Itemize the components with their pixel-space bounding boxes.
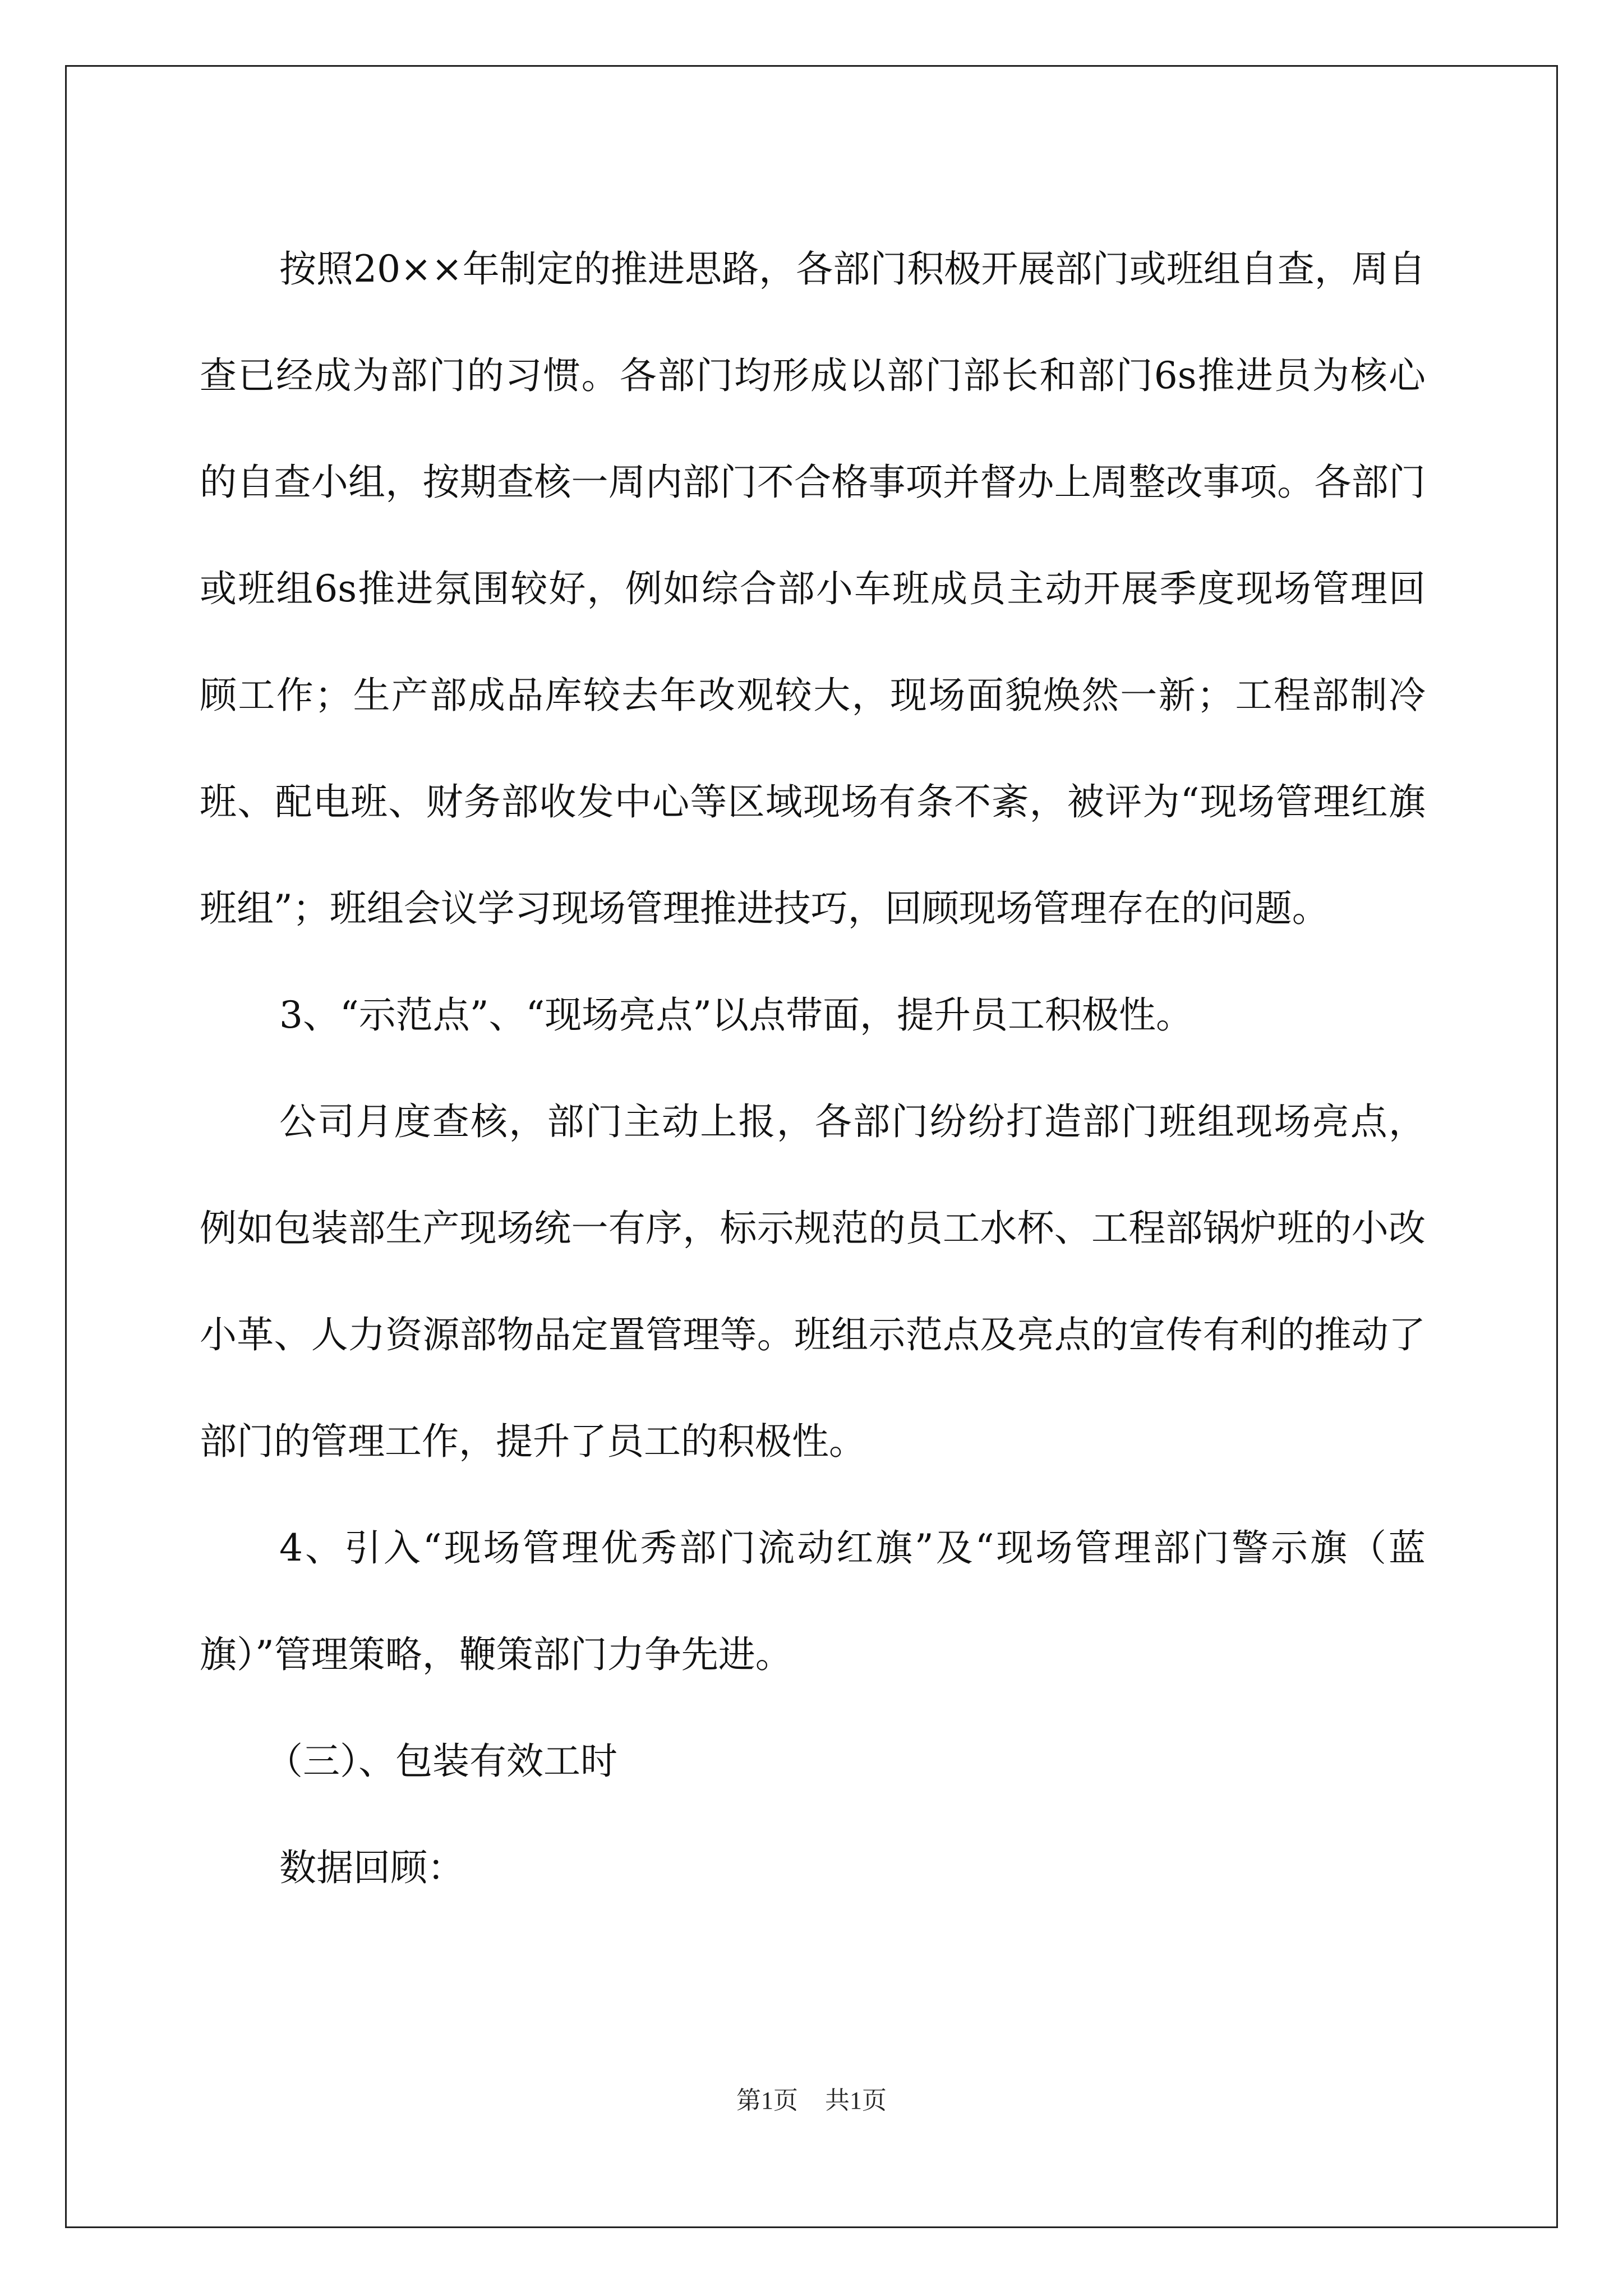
- page-total: 共1页: [825, 2087, 887, 2114]
- paragraph-monthly-inspection: 公司月度查核，部门主动上报，各部门纷纷打造部门班组现场亮点，例如包装部生产现场统一有序，标示规范的员工水杯、工程部锅炉班的小改小革、人力资源部物品定置管理等。班组示范点及亮点的宣传有利的推动了部门的管理工作，提升了员工的积极性。: [200, 1100, 1426, 1463]
- section-heading-packaging-hours: （三）、包装有效工时: [266, 1740, 617, 1783]
- paragraph-self-inspection: 按照20××年制定的推进思路，各部门积极开展部门或班组自查，周自查已经成为部门的习惯。各部门均形成以部门部长和部门6s推进员为核心的自查小组，按期查核一周内部门不合格事项并督办上周整改事项。各部门或班组6s推进氛围较好，例如综合部小车班成员主动开展季度现场管理回顾工作；生产部成品库较去年改观较大，现场面貌焕然一新；工程部制冷班、配电班、财务部收发中心等区域现场有条不紊，被评为“现场管理红旗班组”；班组会议学习现场管理推进技巧，回顾现场管理存在的问题。: [200, 247, 1426, 930]
- document-body: [200, 216, 1426, 1921]
- paragraph-data-review: 数据回顾：: [279, 1846, 464, 1889]
- page-number: 第1页: [736, 2087, 798, 2114]
- page-footer: [0, 2084, 1623, 2118]
- paragraph-demonstration-points-heading: 3、“示范点”、“现场亮点”以点带面，提升员工积极性。: [279, 993, 1193, 1037]
- paragraph-red-flag-strategy: 4、引入“现场管理优秀部门流动红旗”及“现场管理部门警示旗（蓝旗）”管理策略，鞭策部门力争先进。: [200, 1526, 1426, 1676]
